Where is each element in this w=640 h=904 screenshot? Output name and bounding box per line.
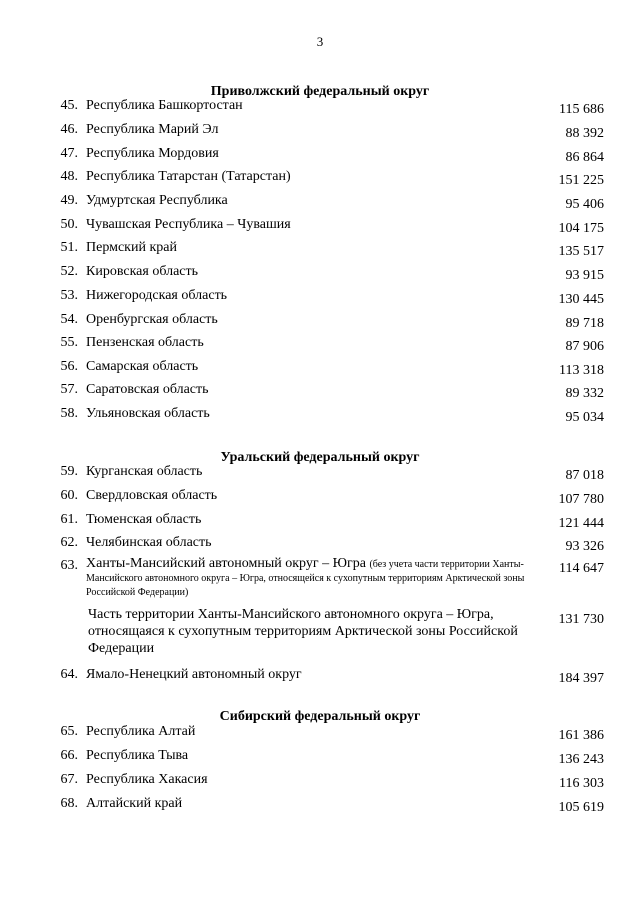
region-value: 121 444	[558, 516, 604, 531]
region-value: 184 397	[558, 671, 604, 686]
row-number: 65.	[60, 724, 78, 739]
table-row	[0, 511, 640, 533]
row-number: 66.	[60, 748, 78, 763]
row-number: 50.	[60, 217, 78, 232]
row-number: 45.	[60, 98, 78, 113]
region-note: (без учета части территории Ханты-Мансийского автономного округа – Югра, относящейся к сухопутным территориям Арктической зоны Российской Федерации)	[86, 559, 525, 598]
region-name: Саратовская область	[86, 382, 209, 397]
region-value: 131 730	[558, 612, 604, 627]
row-number: 55.	[60, 335, 78, 350]
region-name: Республика Тыва	[86, 748, 189, 763]
region-value: 93 915	[565, 268, 604, 283]
row-number: 63.	[60, 558, 78, 573]
region-name: Нижегородская область	[86, 288, 228, 303]
table-row	[0, 192, 640, 214]
table-row	[0, 795, 640, 817]
table-row	[0, 723, 640, 745]
row-number: 64.	[60, 667, 78, 682]
region-name: Пензенская область	[86, 335, 204, 350]
table-row	[0, 311, 640, 333]
table-row	[0, 216, 640, 238]
table-row	[0, 168, 640, 190]
table-row	[0, 463, 640, 485]
region-value: 135 517	[558, 244, 604, 259]
region-name-with-note	[86, 557, 538, 599]
region-name: Свердловская область	[86, 488, 218, 503]
row-number: 49.	[60, 193, 78, 208]
region-name: Республика Башкортостан	[86, 98, 243, 113]
region-value: 93 326	[565, 539, 604, 554]
table-row	[0, 287, 640, 309]
section-title: Приволжский федеральный округ	[210, 84, 430, 99]
table-row	[0, 487, 640, 509]
row-number: 54.	[60, 312, 78, 327]
region-value: 113 318	[559, 363, 604, 378]
region-value: 89 332	[565, 386, 604, 401]
table-row	[0, 239, 640, 261]
table-row	[0, 121, 640, 143]
region-name: Пермский край	[86, 240, 177, 255]
region-name: Ульяновская область	[86, 406, 210, 421]
region-value: 105 619	[558, 800, 604, 815]
table-row	[0, 358, 640, 380]
region-name: Республика Алтай	[86, 724, 196, 739]
row-number: 59.	[60, 464, 78, 479]
row-number: 51.	[60, 240, 78, 255]
region-value: 161 386	[558, 728, 604, 743]
region-name: Часть территории Ханты-Мансийского автономного округа – Югра, относящаяся к сухопутным территориям Арктической зоны Российской Федерации	[88, 607, 518, 656]
table-row	[0, 97, 640, 119]
row-number: 67.	[60, 772, 78, 787]
table-row	[0, 606, 640, 660]
region-name: Тюменская область	[86, 512, 202, 527]
row-number: 57.	[60, 382, 78, 397]
table-row	[0, 747, 640, 769]
row-number: 68.	[60, 796, 78, 811]
region-name: Кировская область	[86, 264, 199, 279]
table-row	[0, 557, 640, 601]
page-number: 3	[316, 34, 324, 49]
region-value: 116 303	[559, 776, 604, 791]
region-name: Курганская область	[86, 464, 203, 479]
region-value: 107 780	[558, 492, 604, 507]
region-value: 87 018	[565, 468, 604, 483]
table-row	[0, 381, 640, 403]
region-name: Республика Марий Эл	[86, 122, 219, 137]
region-value: 104 175	[558, 221, 604, 236]
region-value: 88 392	[565, 126, 604, 141]
table-row	[0, 534, 640, 556]
row-number: 53.	[60, 288, 78, 303]
region-name: Ямало-Ненецкий автономный округ	[86, 667, 302, 682]
row-number: 62.	[60, 535, 78, 550]
region-value: 115 686	[559, 102, 604, 117]
region-name: Алтайский край	[86, 796, 183, 811]
row-number: 56.	[60, 359, 78, 374]
region-value: 114 647	[559, 561, 604, 576]
region-value: 87 906	[565, 339, 604, 354]
table-row	[0, 666, 640, 688]
table-row	[0, 405, 640, 427]
region-value: 86 864	[565, 150, 604, 165]
region-name: Ханты-Мансийский автономный округ – Югра	[86, 556, 366, 571]
region-name: Республика Мордовия	[86, 146, 219, 161]
section-title: Сибирский федеральный округ	[219, 709, 421, 724]
row-number: 60.	[60, 488, 78, 503]
row-number: 58.	[60, 406, 78, 421]
region-value: 89 718	[565, 316, 604, 331]
region-value: 136 243	[558, 752, 604, 767]
region-name: Челябинская область	[86, 535, 212, 550]
region-name: Республика Хакасия	[86, 772, 208, 787]
region-value: 95 406	[565, 197, 604, 212]
region-name: Республика Татарстан (Татарстан)	[86, 169, 291, 184]
region-name: Удмуртская Республика	[86, 193, 228, 208]
row-number: 52.	[60, 264, 78, 279]
row-number: 61.	[60, 512, 78, 527]
table-row	[0, 263, 640, 285]
row-number: 46.	[60, 122, 78, 137]
region-value: 151 225	[558, 173, 604, 188]
region-name: Оренбургская область	[86, 312, 218, 327]
region-value: 95 034	[565, 410, 604, 425]
table-row	[0, 145, 640, 167]
region-name: Самарская область	[86, 359, 199, 374]
row-number: 48.	[60, 169, 78, 184]
section-title: Уральский федеральный округ	[220, 450, 420, 465]
region-value: 130 445	[558, 292, 604, 307]
table-row	[0, 334, 640, 356]
table-row	[0, 771, 640, 793]
row-number: 47.	[60, 146, 78, 161]
region-name: Чувашская Республика – Чувашия	[86, 217, 291, 232]
